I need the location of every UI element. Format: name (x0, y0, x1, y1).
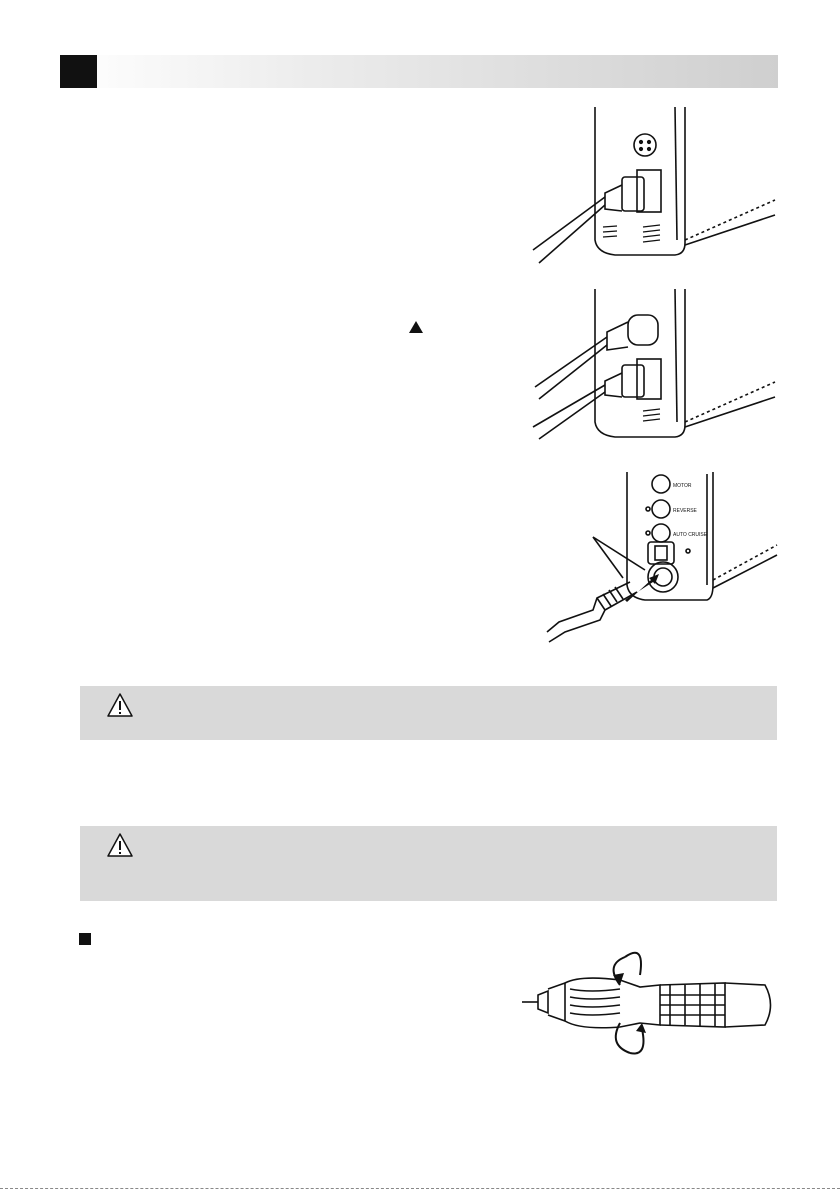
caution-box (80, 826, 777, 901)
foot-pedal-plug-icon (525, 287, 780, 452)
panel-label-auto-cruise: AUTO CRUISE (673, 532, 708, 538)
warning-triangle-icon (106, 832, 134, 858)
up-triangle-marker (409, 321, 423, 333)
page-bottom-rule (0, 1188, 840, 1189)
section-header-marker (60, 55, 97, 88)
handpiece-twist-icon (520, 945, 778, 1060)
warning-triangle-icon (106, 692, 134, 718)
panel-label-motor: MOTOR (673, 483, 692, 489)
power-cord-plug-icon (525, 105, 780, 270)
square-bullet (79, 933, 91, 945)
handpiece-connector-icon (545, 470, 780, 650)
panel-label-reverse: REVERSE (673, 508, 697, 514)
section-header-bar (60, 55, 778, 88)
caution-box (80, 686, 777, 740)
